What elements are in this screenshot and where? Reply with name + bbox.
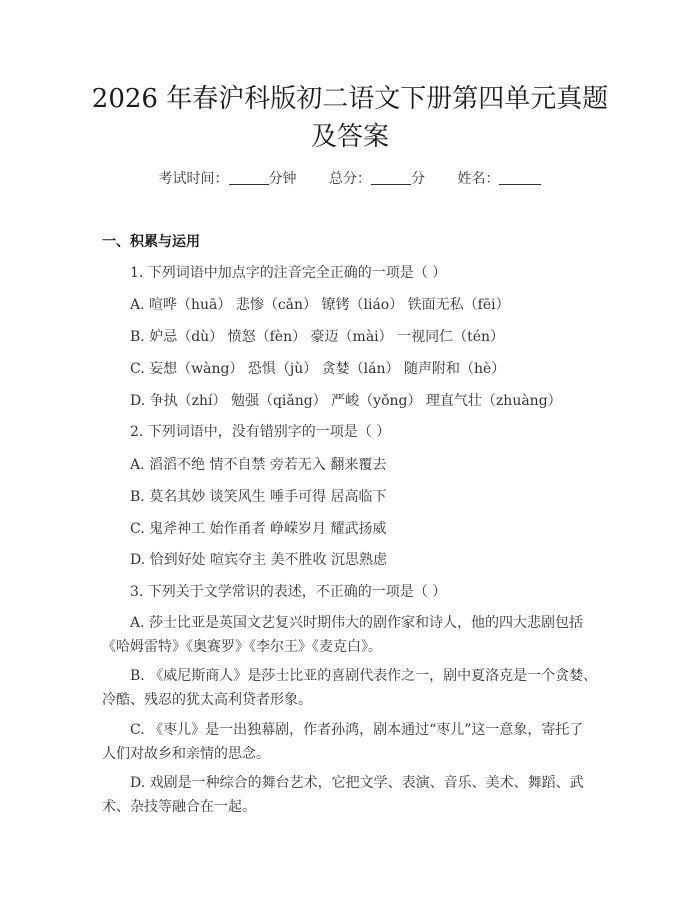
question-2-option-a: A. 滔滔不绝 情不自禁 旁若无入 翻来覆去 — [130, 457, 387, 473]
exam-name — [457, 171, 541, 187]
question-3-option-a — [102, 611, 602, 659]
exam-time — [159, 171, 301, 187]
exam-time-label: 考试时间： — [158, 171, 229, 187]
question-2-option-d: D. 恰到好处 喧宾夺主 美不胜收 沉思熟虑 — [130, 552, 387, 568]
exam-name-blank — [499, 170, 541, 185]
question-3-option-d-line2: 术、杂技等融合在一起。 — [102, 799, 256, 815]
question-1-option-c: C. 妄想（wàng） 恐惧（jù） 贪婪（lán） 随声附和（hè） — [130, 361, 506, 377]
question-2-option-b: B. 莫名其妙 谈笑风生 唾手可得 居高临下 — [130, 489, 387, 505]
exam-score-unit: 分 — [411, 171, 425, 187]
question-3-option-a-line2: 《哈姆雷特》《奥赛罗》《李尔王》《麦克白》。 — [102, 639, 382, 655]
exam-score — [329, 171, 429, 187]
question-3-option-c — [102, 718, 602, 766]
exam-meta — [0, 168, 700, 188]
question-3-option-b-line1: B. 《威尼斯商人》是莎士比亚的喜剧代表作之一，剧中夏洛克是一个贪婪、 — [130, 668, 598, 684]
question-1-option-a: A. 喧哗（huā） 悲惨（cǎn） 镣铐（liáo） 铁面无私（fēi） — [130, 297, 510, 313]
question-2-stem: 2. 下列词语中，没有错别字的一项是（ ） — [130, 424, 391, 440]
exam-time-blank — [229, 170, 269, 185]
exam-time-unit: 分钟 — [268, 171, 297, 187]
question-1-option-d: D. 争执（zhí） 勉强（qiǎng） 严峻（yǒng） 理直气壮（zhuàng） — [130, 393, 562, 409]
question-3-option-d — [102, 771, 602, 819]
exam-name-label: 姓名： — [457, 171, 500, 187]
exam-score-blank — [371, 170, 411, 185]
question-3-stem: 3. 下列关于文学常识的表述，不正确的一项是（ ） — [130, 584, 447, 600]
question-3-option-c-line2: 人们对故乡和亲情的思念。 — [102, 746, 270, 762]
section-heading: 一、积累与运用 — [102, 234, 200, 250]
question-1-option-b: B. 妒忌（dù） 愤怒（fèn） 豪迈（mài） 一视同仁（tén） — [130, 329, 505, 345]
document-title-line2: 及答案 — [310, 122, 389, 152]
question-3-option-c-line1: C. 《枣儿》是一出独幕剧，作者孙鸿，剧本通过“枣儿”这一意象，寄托了 — [130, 722, 584, 738]
question-1-stem: 1. 下列词语中加点字的注音完全正确的一项是（ ） — [130, 265, 447, 281]
question-3-option-b — [102, 664, 602, 712]
question-2-option-c: C. 鬼斧神工 始作甬者 峥嵘岁月 耀武扬威 — [130, 521, 387, 537]
document-title-line1: 2026 年春沪科版初二语文下册第四单元真题 — [91, 84, 609, 114]
exam-score-label: 总分： — [329, 171, 371, 187]
question-3-option-a-line1: A. 莎士比亚是英国文艺复兴时期伟大的剧作家和诗人，他的四大悲剧包括 — [130, 615, 584, 631]
question-3-option-b-line2: 冷酷、残忍的犹太高利贷者形象。 — [102, 692, 312, 708]
question-3-option-d-line1: D. 戏剧是一种综合的舞台艺术，它把文学、表演、音乐、美术、舞蹈、武 — [130, 775, 584, 791]
